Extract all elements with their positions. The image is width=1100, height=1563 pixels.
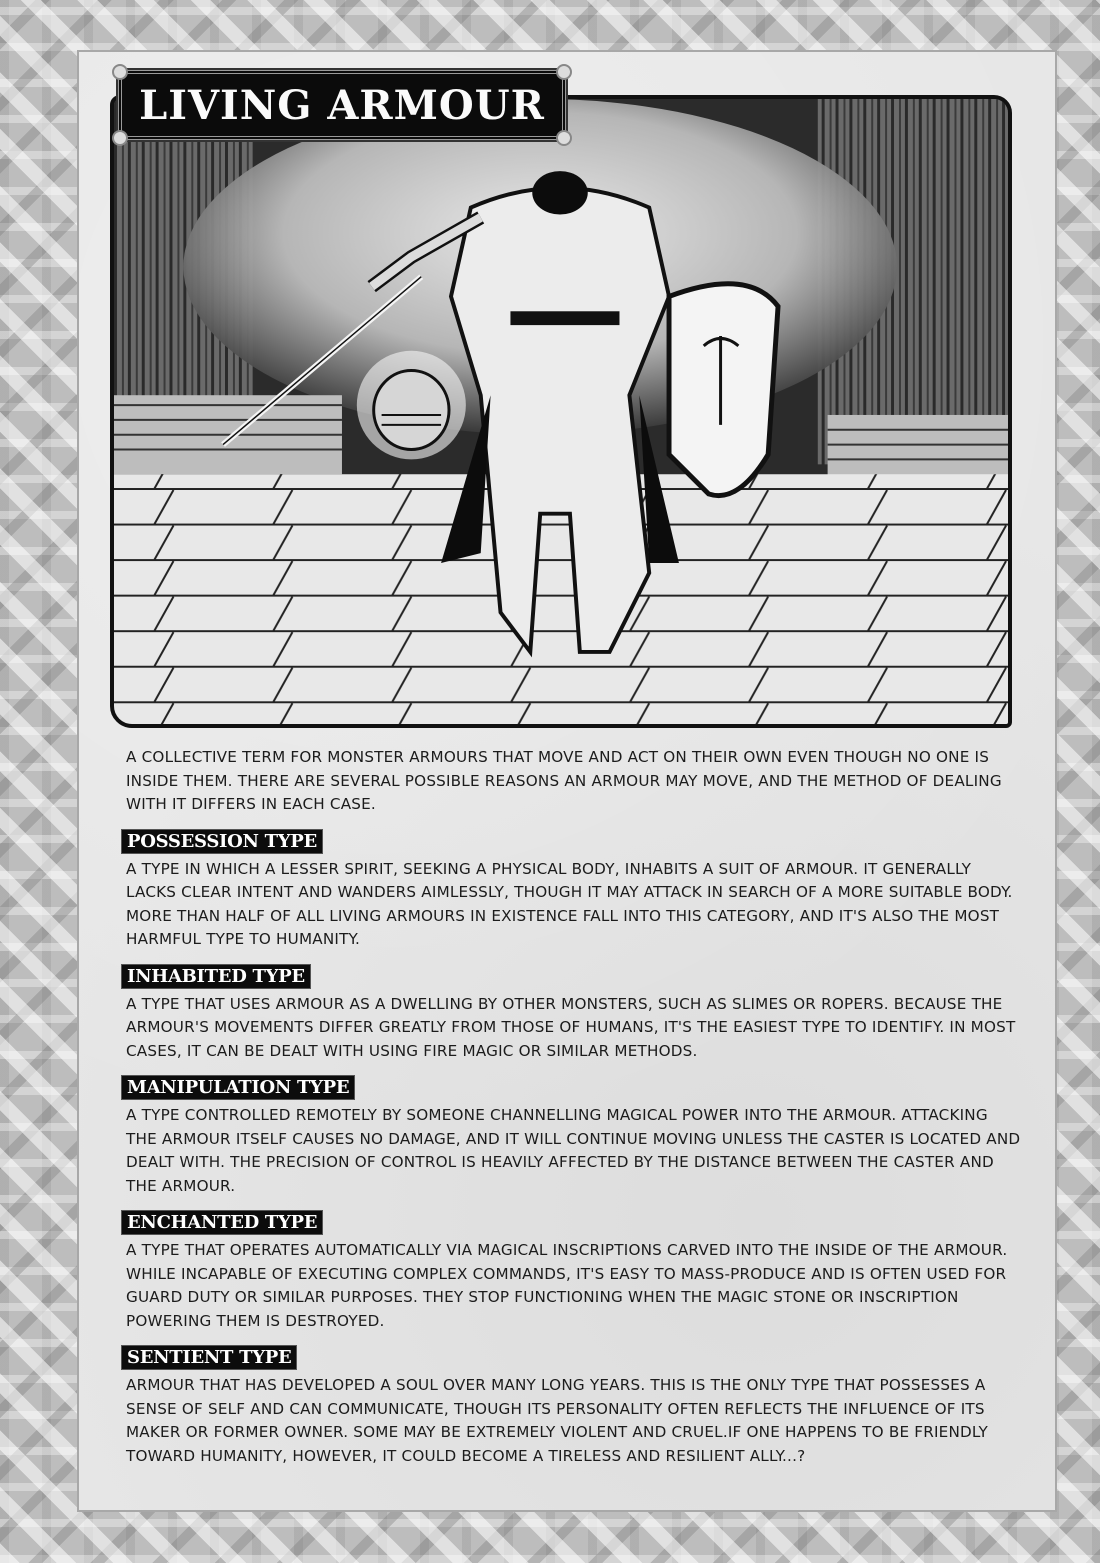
knight-armour-image: [114, 99, 1008, 724]
section-description: A TYPE CONTROLLED REMOTELY BY SOMEONE CHANNELLING MAGICAL POWER INTO THE ARMOUR. ATTACKING THE ARMOUR ITSELF CAUSES NO DAMAGE, AND IT WILL CONTINUE MOVING UNLESS THE CASTER IS LOCATED AND DEALT WITH. THE PRECISION OF CONTROL IS HEAVILY AFFECTED BY THE DISTANCE BETWEEN THE CASTER AND THE ARMOUR.: [126, 1106, 1021, 1195]
ornament-icon: [556, 130, 572, 146]
section-sentient-type: [122, 1333, 1022, 1468]
section-heading: INHABITED TYPE: [121, 964, 311, 989]
section-heading: SENTIENT TYPE: [121, 1345, 297, 1370]
intro-paragraph: A COLLECTIVE TERM FOR MONSTER ARMOURS THAT MOVE AND ACT ON THEIR OWN EVEN THOUGH NO ONE IS INSIDE THEM. THERE ARE SEVERAL POSSIBLE REASONS AN ARMOUR MAY MOVE, AND THE METHOD OF DEALING WITH IT DIFFERS IN EACH CASE.: [126, 748, 1002, 813]
ornament-icon: [112, 64, 128, 80]
section-description: A TYPE IN WHICH A LESSER SPIRIT, SEEKING A PHYSICAL BODY, INHABITS A SUIT OF ARMOUR. IT GENERALLY LACKS CLEAR INTENT AND WANDERS AIMLESSLY, THOUGH IT MAY ATTACK IN SEARCH OF A MORE SUITABLE BODY. MORE THAN HALF OF ALL LIVING ARMOURS IN EXISTENCE FALL INTO THIS CATEGORY, AND IT'S ALSO THE MOST HARMFUL TYPE TO HUMANITY.: [126, 859, 1013, 948]
section-inhabited-type: [122, 952, 1022, 1064]
section-description: A TYPE THAT USES ARMOUR AS A DWELLING BY OTHER MONSTERS, SUCH AS SLIMES OR ROPERS. BECAUSE THE ARMOUR'S MOVEMENTS DIFFER GREATLY FROM THOSE OF HUMANS, IT'S THE EASIEST TYPE TO IDENTIFY. IN MOST CASES, IT CAN BE DEALT WITH USING FIRE MAGIC OR SIMILAR METHODS.: [126, 994, 1016, 1060]
ornament-icon: [556, 64, 572, 80]
section-heading: MANIPULATION TYPE: [121, 1075, 355, 1100]
page-title: LIVING ARMOUR: [139, 81, 545, 129]
section-heading: ENCHANTED TYPE: [121, 1210, 323, 1235]
section-possession-type: [122, 817, 1022, 952]
section-heading: POSSESSION TYPE: [121, 829, 323, 854]
section-description: A TYPE THAT OPERATES AUTOMATICALLY VIA MAGICAL INSCRIPTIONS CARVED INTO THE INSIDE OF THE ARMOUR. WHILE INCAPABLE OF EXECUTING COMPLEX COMMANDS, IT'S EASY TO MASS-PRODUCE AND IS OFTEN USED FOR GUARD DUTY OR SIMILAR PURPOSES. THEY STOP FUNCTIONING WHEN THE MAGIC STONE OR INSCRIPTION POWERING THEM IS DESTROYED.: [126, 1241, 1008, 1330]
living-armour-illustration: [110, 95, 1012, 728]
section-enchanted-type: [122, 1198, 1022, 1333]
entry-content: [122, 746, 1022, 1468]
section-manipulation-type: [122, 1063, 1022, 1198]
title-plate: [118, 70, 566, 140]
section-description: ARMOUR THAT HAS DEVELOPED A SOUL OVER MANY LONG YEARS. THIS IS THE ONLY TYPE THAT POSSESSES A SENSE OF SELF AND CAN COMMUNICATE, THOUGH ITS PERSONALITY OFTEN REFLECTS THE INFLUENCE OF ITS MAKER OR FORMER OWNER. SOME MAY BE EXTREMELY VIOLENT AND CRUEL.IF ONE HAPPENS TO BE FRIENDLY TOWARD HUMANITY, HOWEVER, IT COULD BECOME A TIRELESS AND RESILIENT ALLY...?: [126, 1376, 989, 1465]
ornament-icon: [112, 130, 128, 146]
